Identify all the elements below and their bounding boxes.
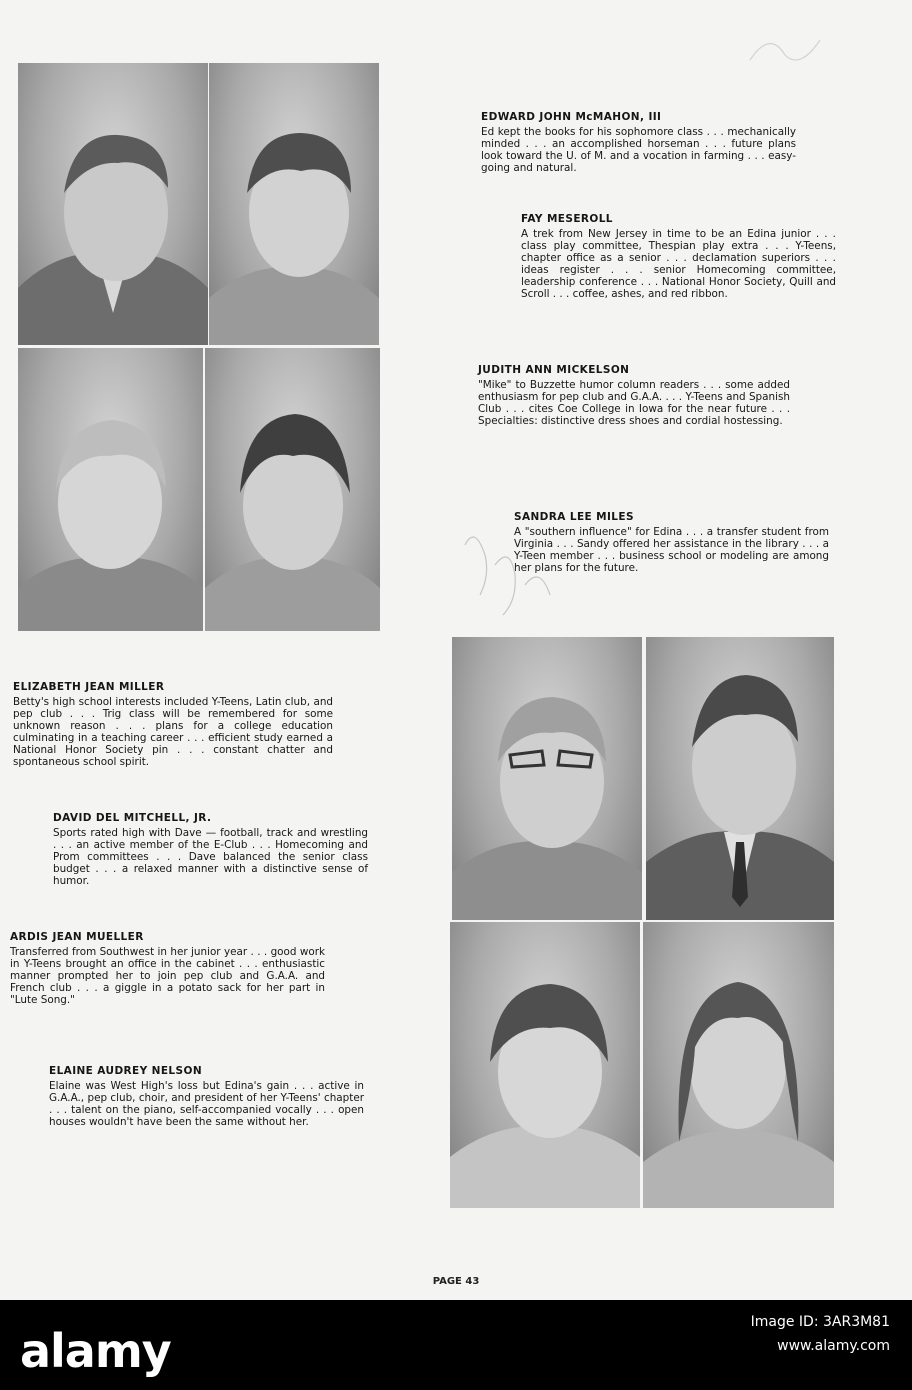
bio-ardis-mueller <box>10 931 325 1006</box>
student-bio: A "southern influence" for Edina . . . a transfer student from Virginia . . . Sandy offered her assistance in the library . . . a Y-Teen member . . . business school or modeling are among her plans for the future. <box>514 526 829 574</box>
student-bio: Betty's high school interests included Y-Teens, Latin club, and pep club . . . Trig class will be remembered for some unknown reason . . . plans for a college education culminating in a teaching career . . . efficient study earned a National Honor Society pin . . . constant chatter and spontaneous school spirit. <box>13 696 333 768</box>
student-bio: Elaine was West High's loss but Edina's gain . . . active in G.A.A., pep club, choir, and president of her Y-Teens' chapter . . . talent on the piano, self-accompanied vocally . . . open houses wouldn't have been the same without her. <box>49 1080 364 1128</box>
bio-elaine-nelson <box>49 1065 364 1128</box>
portrait-photo-fay-meseroll <box>209 63 379 345</box>
student-name: DAVID DEL MITCHELL, JR. <box>53 812 212 824</box>
portrait-photo-david-mitchell <box>646 637 834 920</box>
pencil-scribble-mark <box>740 20 840 80</box>
student-name: ELAINE AUDREY NELSON <box>49 1065 203 1077</box>
bio-david-mitchell <box>53 812 368 887</box>
alamy-logo: alamy <box>20 1324 171 1378</box>
bio-elizabeth-miller <box>13 681 333 768</box>
portrait-photo-elaine-nelson <box>643 922 834 1208</box>
bio-judith-mickelson <box>478 364 790 427</box>
watermark-image-id: Image ID: 3AR3M81 <box>750 1314 890 1330</box>
pencil-scribble-mark <box>455 505 565 625</box>
page-number: PAGE 43 <box>432 1276 480 1287</box>
student-name: FAY MESEROLL <box>521 213 613 225</box>
portrait-photo-sandra-miles <box>205 348 380 631</box>
portrait-photo-edward-mcmahon <box>18 63 208 345</box>
student-bio: Sports rated high with Dave — football, track and wrestling . . . an active member of the E-Club . . . Homecoming and Prom committees . . . Dave balanced the senior class budget . . . a relaxed manner with a distinctive sense of humor. <box>53 827 368 887</box>
student-name: ELIZABETH JEAN MILLER <box>13 681 165 693</box>
student-name: JUDITH ANN MICKELSON <box>478 364 630 376</box>
bio-fay-meseroll <box>521 213 836 300</box>
watermark-details <box>751 1314 890 1354</box>
student-name: EDWARD JOHN McMAHON, III <box>481 111 662 123</box>
student-bio: A trek from New Jersey in time to be an Edina junior . . . class play committee, Thespian play extra . . . Y-Teens, chapter office as a senior . . . declamation superiors . . . ideas register . . . senior Homecoming committee, leadership conference . . . National Honor Society, Quill and Scroll . . . coffee, ashes, and red ribbon. <box>521 228 836 300</box>
watermark-url: www.alamy.com <box>777 1338 890 1354</box>
portrait-photo-ardis-mueller <box>450 922 640 1208</box>
watermark-footer <box>0 1300 912 1390</box>
portrait-photo-elizabeth-miller <box>452 637 642 920</box>
portrait-photo-judith-mickelson <box>18 348 203 631</box>
bio-edward-mcmahon <box>481 111 796 174</box>
student-bio: "Mike" to Buzzette humor column readers . . . some added enthusiasm for pep club and G.A.A. . . . Y-Teens and Spanish Club . . . cites Coe College in Iowa for the near future . . . Specialties: distinctive dress shoes and cordial hostessing. <box>478 379 790 427</box>
student-bio: Ed kept the books for his sophomore class . . . mechanically minded . . . an accomplished horseman . . . future plans look toward the U. of M. and a vocation in farming . . . easy-going and natural. <box>481 126 796 174</box>
student-name: ARDIS JEAN MUELLER <box>10 931 144 943</box>
student-bio: Transferred from Southwest in her junior year . . . good work in Y-Teens brought an office in the cabinet . . . enthusiastic manner prompted her to join pep club and G.A.A. and French club . . . a giggle in a potato sack for her part in "Lute Song." <box>10 946 325 1006</box>
student-name: SANDRA LEE MILES <box>514 511 634 523</box>
